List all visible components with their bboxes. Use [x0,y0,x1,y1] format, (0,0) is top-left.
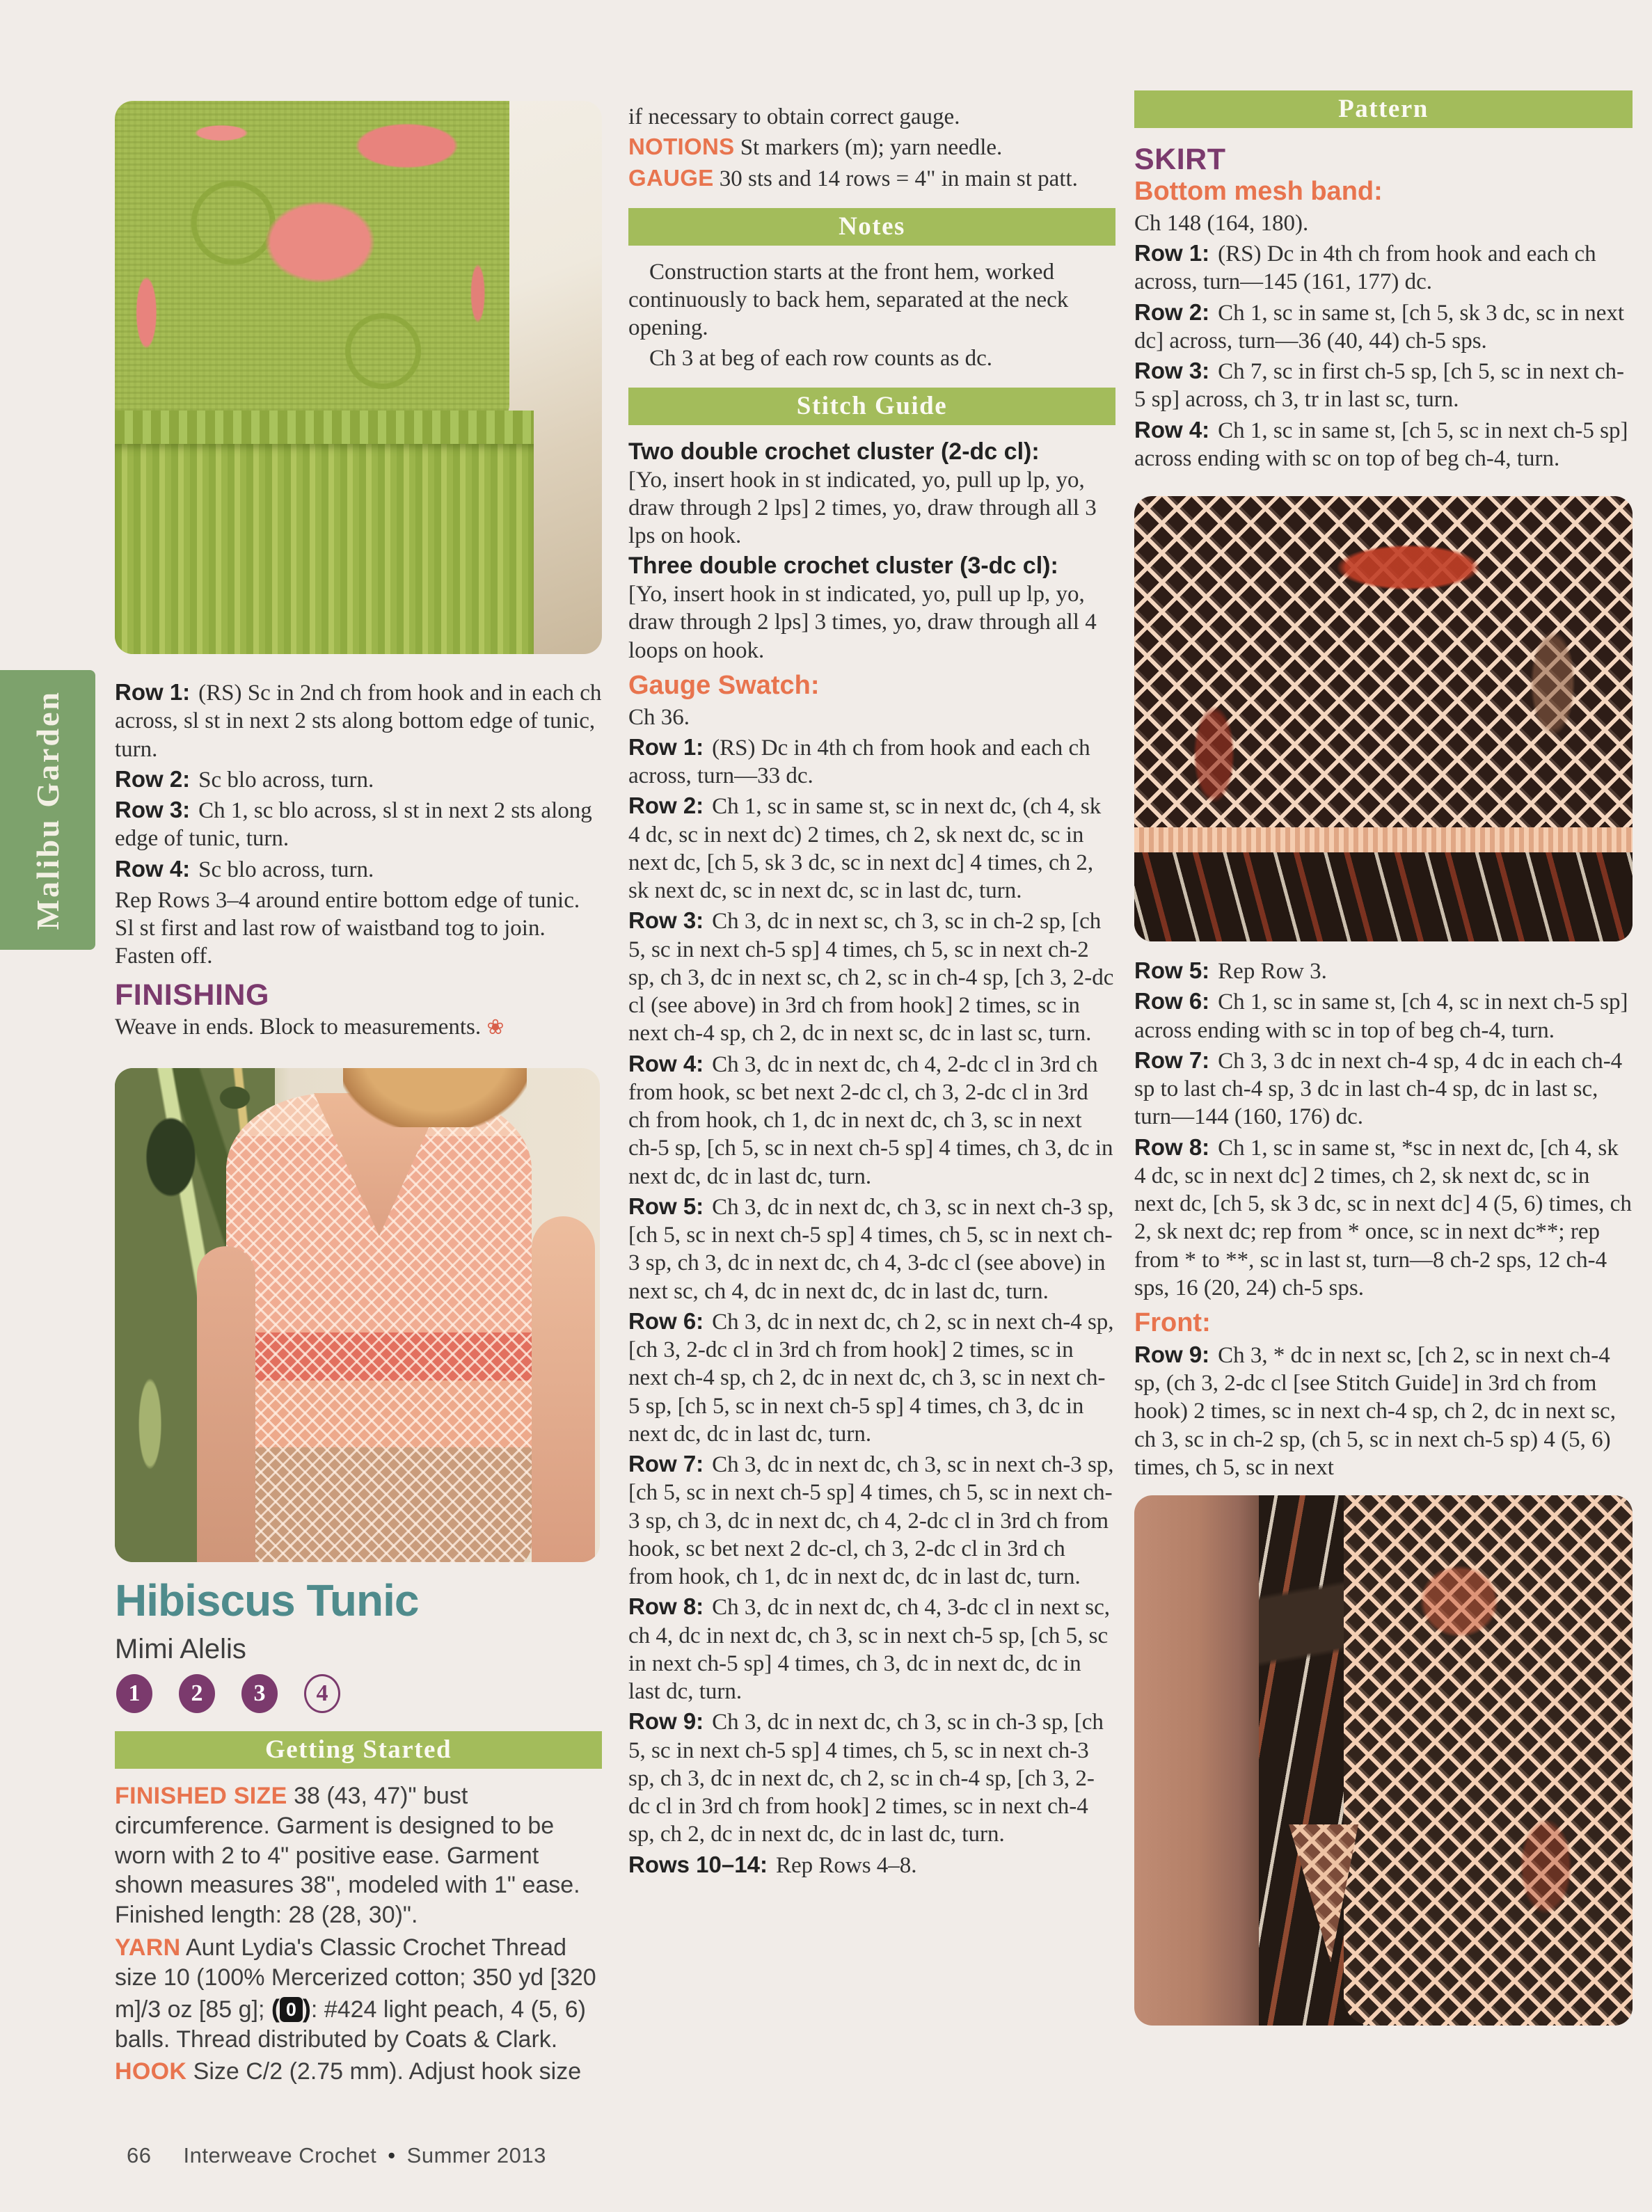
row-label: Row 7: [628,1451,704,1477]
row-label: Row 9: [628,1708,704,1735]
continued-text: if necessary to obtain correct gauge. [628,104,960,129]
yarn-weight-number: 0 [280,1997,303,2022]
pattern-row [628,1851,1115,1879]
pattern-row [115,855,602,884]
designer-name: Mimi Alelis [115,1634,246,1664]
pattern-row [115,765,602,794]
row-text: Rep Rows 4–8. [775,1852,917,1878]
row-text: Ch 3, dc in next dc, ch 3, sc in next ch-3 sp, [ch 5, sc in next ch-5 sp] 4 times, ch 5, sc in next ch-3 sp, ch 3, dc in next dc, ch 4, 3-dc cl (see above) in next sc, ch 4, dc in next dc, dc in last dc, turn. [628,1194,1114,1304]
row-label: Row 2: [115,765,191,792]
yarn-weight-icon [271,1993,311,2025]
row-label: Row 2: [628,793,704,819]
row-text: (RS) Dc in 4th ch from hook and each ch across, turn—145 (161, 177) dc. [1134,241,1596,295]
getting-started-banner-label: Getting Started [264,1735,452,1764]
finished-size-paragraph [115,1781,602,1930]
row-text: Rep Row 3. [1218,959,1327,985]
pattern-row [1134,239,1633,296]
notions-text: St markers (m); yarn needle. [740,135,1003,161]
stitch-name: Two double crochet cluster (2-dc cl): [628,438,1040,465]
difficulty-number: 2 [191,1680,203,1706]
difficulty-number: 4 [316,1680,328,1706]
notions-paragraph [628,133,1115,161]
stitch-guide-item [628,438,1115,550]
pattern-banner [1134,90,1633,128]
row-label: Row 4: [1134,416,1210,443]
pattern-row [1134,299,1633,356]
right-column [1134,90,1633,2026]
row-label: Row 5: [628,1193,704,1219]
gauge-swatch-header: Gauge Swatch: [628,670,820,700]
stitch-description: [Yo, insert hook in st indicated, yo, pull up lp, yo, draw through 2 lps] 2 times, yo, draw through all 3 lps on hook. [628,467,1097,549]
waistband-row-list [115,678,602,971]
row-label: Row 4: [628,1050,704,1076]
model-hair [343,1068,527,1127]
gauge-swatch-intro: Ch 36. [628,704,690,730]
row-text: Ch 3, dc in next dc, ch 2, sc in next ch-4 sp, [ch 3, 2-dc cl in 3rd ch from hook] 2 times, sc in next ch-4 sp, ch 2, dc in next dc, ch 3, sc in next ch-5 sp, [ch 5, sc in next ch-5 sp] 4 times, ch 3, dc in next dc, dc in last dc, turn. [628,1309,1114,1447]
pattern-row [628,1307,1115,1448]
row-text: Ch 1, sc in same st, [ch 5, sc in next ch-5 sp] across ending with sc on top of beg ch-4, turn. [1134,417,1628,471]
pattern-row [115,796,602,853]
row-text: Ch 1, sc in same st, sc in next dc, (ch 4, sk 4 dc, sc in next dc) 2 times, ch 2, sk next dc, sc in next dc, [ch 5, sk 3 dc, sc in next dc] 4 times, ch 2, sk next dc, sc in next dc, sc in last dc, turn. [628,794,1102,904]
row-label: Row 1: [1134,240,1210,266]
hook-text: Size C/2 (2.75 mm). Adjust hook size [193,2058,582,2085]
notes-banner-label: Notes [839,212,905,241]
footer-bullet: • [388,2143,396,2167]
model-right-arm [532,1216,595,1562]
crochet-hem-edge [1134,827,1633,852]
pattern-row [628,1050,1115,1191]
row-text: (RS) Dc in 4th ch from hook and each ch across, turn—33 dc. [628,735,1090,789]
notions-label: NOTIONS [628,134,735,160]
row-text: Ch 3, dc in next dc, ch 3, sc in ch-3 sp, [ch 5, sc in next ch-5 sp] 4 times, ch 5, sc in next ch-3 sp, ch 3, dc in next dc, ch 2, sc in ch-4 sp, [ch 3, 2-dc cl in 3rd ch from hook] 2 times, sc in next ch-4 sp, ch 2, dc in next dc, dc in last dc, turn. [628,1710,1104,1847]
stitch-guide-banner [628,388,1115,425]
model-left-arm [197,1246,255,1562]
band-intro: Ch 148 (164, 180). [1134,210,1309,236]
skirt-rows-5-8 [1134,957,1633,1302]
notes-banner [628,208,1115,246]
pattern-intro [115,1575,602,2090]
page-title: Hibiscus Tunic [115,1575,419,1625]
row-text: Ch 3, dc in next sc, ch 3, sc in ch-2 sp, [ch 5, sc in next ch-5 sp] 4 times, ch 5, sc in next ch-2 sp, ch 3, dc in next sc, ch 2, sc in ch-4 sp, [ch 3, 2-dc cl (see above) in 3rd ch from hook] 2 times, sc in next ch-4 sp, ch 2, dc in next sc, dc in last sc, turn. [628,909,1114,1047]
pattern-row [628,792,1115,905]
finishing-body: Weave in ends. Block to measurements. [115,1014,482,1040]
pattern-row [1134,416,1633,473]
row-label: Row 8: [628,1593,704,1620]
flower-icon: ❀ [486,1015,502,1039]
stitch-guide-banner-label: Stitch Guide [796,391,948,420]
issue-name: Summer 2013 [406,2143,546,2167]
getting-started-banner [115,1731,602,1769]
pattern-banner-label: Pattern [1338,95,1429,123]
green-crochet-band [115,411,534,444]
row-text: Ch 1, sc blo across, sl st in next 2 sts along edge of tunic, turn. [115,798,592,852]
gauge-label: GAUGE [628,164,714,191]
row-text: Sc blo across, turn. [198,857,374,882]
middle-column [628,103,1115,1881]
row-label: Row 3: [1134,358,1210,384]
pattern-row [1134,957,1633,985]
photo-green-crochet-detail-image [115,101,602,654]
row-label: Row 3: [628,907,704,934]
row-text: Sc blo across, turn. [198,767,374,793]
yarn-text-before: Aunt Lydia's Classic Crochet Thread size 10 (100% Mercerized cotton; 350 yd [320 m]/3 oz [85 g]; [115,1934,596,2023]
stitch-guide-list [628,438,1115,665]
hook-label: HOOK [115,2058,187,2085]
finished-size-label: FINISHED SIZE [115,1783,287,1809]
note-paragraph: Construction starts at the front hem, worked continuously to back hem, separated at the neck opening. [628,259,1069,341]
row-label: Row 6: [1134,988,1210,1015]
stitch-name: Three double crochet cluster (3-dc cl): [628,552,1058,580]
row-text: Ch 3, dc in next dc, ch 3, sc in next ch-3 sp, [ch 5, sc in next ch-5 sp] 4 times, ch 5, sc in next ch-3 sp, ch 3, dc in next dc, ch 4, 2-dc cl in 3rd ch from hook, sc bet next 2 dc-cl, ch 3, 2-dc cl in 3rd ch from hook, ch 1, dc in next dc, dc in last dc, turn. [628,1452,1114,1590]
row-label: Row 6: [628,1307,704,1334]
photo-peach-mesh-side-image [1134,1495,1633,2026]
pattern-row [628,1193,1115,1305]
pattern-row [1134,1133,1633,1303]
row-text: Ch 3, dc in next dc, ch 4, 3-dc cl in next sc, ch 4, dc in next dc, ch 3, sc in next ch-5 sp, [ch 5, sc in next ch-5 sp] 4 times, ch 3, dc in next dc, dc in last dc, turn. [628,1595,1111,1705]
waistband-instructions [115,678,602,1043]
row-label: Row 5: [1134,957,1210,984]
gauge-text: 30 sts and 14 rows = 4" in main st patt. [719,166,1078,191]
row-label: Row 7: [1134,1047,1210,1073]
row-label: Rows 10–14: [628,1851,768,1877]
peach-mesh-panel [1344,1495,1633,2026]
row-label: Row 9: [1134,1341,1210,1367]
skirt-header: SKIRT [1134,143,1226,176]
row-text: Rep Rows 3–4 around entire bottom edge of tunic. Sl st first and last row of waistband tog to join. Fasten off. [115,887,580,969]
difficulty-dot [179,1674,215,1713]
row-label: Row 4: [115,855,191,882]
pattern-row [115,886,602,971]
difficulty-dot [304,1674,340,1713]
difficulty-dot [241,1674,278,1713]
gauge-paragraph [628,164,1115,193]
print-fabric-underlayer [1134,852,1633,941]
row-text: Ch 1, sc in same st, *sc in next dc, [ch 4, sk 4 dc, sc in next dc] 2 times, ch 2, sk next dc, sc in next dc, [ch 5, sk 3 dc, sc in next dc] 4 (5, 6) times, ch 2, sk next dc; rep from * once, sc in next dc**; rep from * to **, sc in last st, turn—8 ch-2 sps, 12 ch-4 sps, 16 (20, 24) ch-5 sps. [1134,1135,1632,1300]
yarn-paragraph [115,1933,602,2054]
stitch-guide-item [628,552,1115,665]
row-label: Row 8: [1134,1133,1210,1160]
pattern-row [628,1708,1115,1848]
green-flower-crochet-area [115,101,509,422]
pattern-row [1134,987,1633,1044]
difficulty-rating [116,1674,602,1713]
photo-model-back-peach-tunic-image [115,1068,600,1562]
green-ribbed-waistband [115,444,534,654]
row-text: Ch 3, dc in next dc, ch 4, 2-dc cl in 3rd ch from hook, sc bet next 2-dc cl, ch 3, 2-dc cl in 3rd ch from hook, ch 1, dc in next dc, ch 3, sc in next ch-5 sp, [ch 5, sc in next ch-5 sp] 4 times, ch 3, dc in next dc, dc in last dc, turn. [628,1051,1113,1189]
difficulty-number: 3 [253,1680,266,1706]
yarn-label: YARN [115,1934,181,1962]
skirt-rows-1-4 [1134,239,1633,472]
finishing-text [115,1013,602,1041]
pattern-row [628,733,1115,790]
pattern-row [115,678,602,763]
row-text: Ch 3, * dc in next sc, [ch 2, sc in next ch-4 sp, (ch 3, 2-dc cl [see Stitch Guide] in 3rd ch from hook) 2 times, sc in next ch-4 sp, ch 2, dc in next sc, ch 3, sc in ch-2 sp, (ch 5, sc in next ch-5 sp) 4 (5, 6) times, ch 5, sc in next [1134,1342,1616,1480]
row-label: Row 1: [115,679,191,705]
front-header: Front: [1134,1308,1211,1338]
notes-list [628,258,1115,372]
pattern-row [1134,357,1633,414]
pattern-row [628,907,1115,1047]
section-tab [0,670,95,950]
row-label: Row 2: [1134,299,1210,325]
row-label: Row 1: [628,733,704,760]
stitch-description: [Yo, insert hook in st indicated, yo, pull up lp, yo, draw through 2 lps] 3 times, yo, draw through all 4 loops on hook. [628,582,1097,663]
pattern-row [628,1593,1115,1705]
pattern-row [628,1450,1115,1591]
finishing-header: FINISHING [115,978,269,1012]
hook-paragraph [115,2057,602,2087]
bottom-mesh-band-header: Bottom mesh band: [1134,177,1383,206]
page-number: 66 [127,2143,152,2167]
row-label: Row 3: [115,797,191,822]
gauge-swatch-rows [628,733,1115,1879]
finished-size-text: 38 (43, 47)" bust circumference. Garment is designed to be worn with 2 to 4" positive ease. Garment shown measures 38", modeled with 1" ease. Finished length: 28 (28, 30)". [115,1783,580,1929]
row-text: Ch 1, sc in same st, [ch 4, sc in next ch-5 sp] across ending with sc in top of beg ch-4, turn. [1134,989,1628,1043]
pattern-row [1134,1341,1633,1481]
magazine-name: Interweave Crochet [183,2143,377,2167]
page-footer [127,2145,546,2166]
difficulty-number: 1 [128,1680,141,1706]
note-paragraph: Ch 3 at beg of each row counts as dc. [649,345,993,371]
photo-peach-mesh-hem-image [1134,496,1633,941]
row-text: Ch 1, sc in same st, [ch 5, sk 3 dc, sc in next dc] across, turn—36 (40, 44) ch-5 sps. [1134,300,1625,353]
row-text: Ch 7, sc in first ch-5 sp, [ch 5, sc in next ch-5 sp] across, ch 3, tr in last sc, turn. [1134,359,1624,413]
difficulty-dot [116,1674,152,1713]
section-tab-label: Malibu Garden [30,690,65,930]
row-text: Ch 3, 3 dc in next ch-4 sp, 4 dc in each ch-4 sp to last ch-4 sp, 3 dc in last ch-4 sp, dc in last sc, turn—144 (160, 176) dc. [1134,1048,1623,1130]
yarn-text-after: : #424 light peach, 4 (5, 6) balls. Thread distributed by Coats & Clark. [115,1996,586,2053]
row-text: (RS) Sc in 2nd ch from hook and in each ch across, sl st in next 2 sts along bottom edge of tunic, turn. [115,681,602,762]
pattern-row [1134,1047,1633,1131]
front-rows [1134,1341,1633,1481]
